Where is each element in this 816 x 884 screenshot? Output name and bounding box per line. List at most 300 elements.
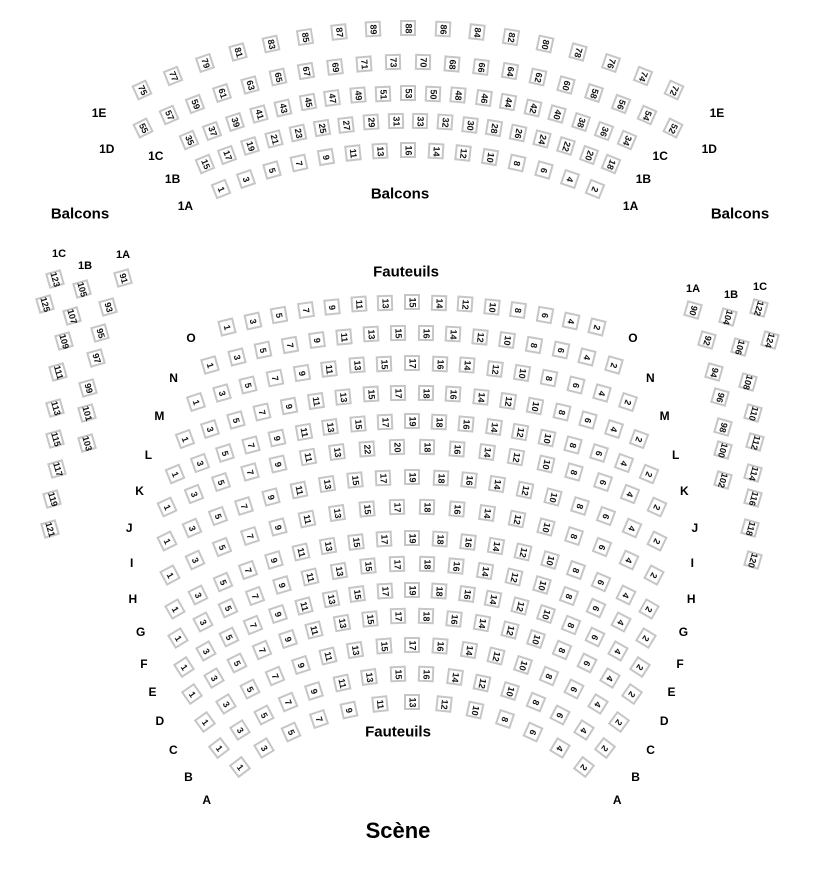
seat[interactable] [608, 710, 630, 732]
seat[interactable] [289, 153, 308, 172]
seat[interactable] [596, 506, 617, 527]
seat[interactable] [459, 641, 477, 659]
seat[interactable] [601, 154, 622, 175]
seat[interactable] [42, 489, 62, 509]
seat[interactable] [578, 410, 598, 430]
seat[interactable] [536, 455, 555, 474]
seat[interactable] [239, 375, 258, 394]
seat[interactable] [40, 519, 60, 539]
seat[interactable] [484, 589, 503, 608]
seat[interactable] [72, 279, 92, 299]
seat[interactable] [375, 638, 392, 655]
seat[interactable] [418, 608, 435, 625]
seat[interactable] [663, 79, 684, 100]
seat[interactable] [45, 269, 65, 289]
seat[interactable] [485, 119, 503, 137]
seat[interactable] [229, 756, 251, 778]
seat[interactable] [387, 113, 403, 129]
seat[interactable] [400, 20, 416, 36]
seat[interactable] [611, 93, 632, 114]
seat[interactable] [298, 509, 317, 528]
seat[interactable] [132, 79, 153, 100]
seat[interactable] [749, 298, 769, 318]
seat[interactable] [501, 62, 519, 80]
seat[interactable] [280, 397, 299, 416]
seat[interactable] [615, 584, 636, 605]
seat[interactable] [509, 124, 528, 143]
seat[interactable] [447, 558, 464, 575]
seat[interactable] [635, 627, 657, 649]
seat[interactable] [218, 597, 239, 618]
seat[interactable] [195, 640, 217, 662]
seat[interactable] [372, 142, 389, 159]
seat[interactable] [499, 681, 519, 701]
seat[interactable] [321, 418, 339, 436]
seat[interactable] [431, 413, 448, 430]
seat[interactable] [454, 144, 472, 162]
seat[interactable] [461, 116, 479, 134]
seat[interactable] [348, 357, 365, 374]
seat[interactable] [710, 387, 730, 407]
seat[interactable] [472, 328, 489, 345]
seat[interactable] [481, 148, 499, 166]
seat[interactable] [318, 475, 336, 493]
seat[interactable] [226, 410, 246, 430]
seat[interactable] [389, 556, 406, 573]
seat[interactable] [362, 386, 379, 403]
seat[interactable] [589, 443, 609, 463]
seat[interactable] [502, 28, 520, 46]
seat[interactable] [536, 34, 555, 53]
seat[interactable] [718, 307, 738, 327]
seat[interactable] [543, 487, 563, 507]
seat[interactable] [525, 335, 543, 353]
seat[interactable] [430, 294, 447, 311]
seat[interactable] [335, 328, 352, 345]
seat[interactable] [560, 614, 581, 635]
seat[interactable] [584, 178, 605, 199]
seat[interactable] [713, 470, 733, 490]
seat[interactable] [743, 403, 763, 423]
seat[interactable] [313, 119, 331, 137]
seat[interactable] [412, 113, 428, 129]
seat[interactable] [532, 129, 552, 149]
seat[interactable] [47, 459, 67, 479]
seat[interactable] [559, 168, 579, 188]
seat[interactable] [478, 504, 496, 522]
seat[interactable] [552, 639, 573, 660]
seat[interactable] [208, 506, 229, 527]
seat[interactable] [485, 418, 503, 436]
seat[interactable] [376, 413, 393, 430]
seat[interactable] [187, 584, 208, 605]
seat[interactable] [319, 537, 338, 556]
seat[interactable] [113, 268, 133, 288]
seat[interactable] [576, 652, 597, 673]
seat[interactable] [621, 518, 642, 539]
seat[interactable] [591, 571, 612, 592]
seat[interactable] [760, 330, 780, 350]
seat[interactable] [48, 362, 68, 382]
seat[interactable] [288, 124, 307, 143]
seat[interactable] [513, 364, 531, 382]
seat[interactable] [185, 93, 206, 114]
seat[interactable] [183, 484, 204, 505]
seat[interactable] [186, 392, 206, 412]
seat[interactable] [743, 488, 763, 508]
seat[interactable] [332, 614, 351, 633]
seat[interactable] [362, 114, 379, 131]
seat[interactable] [280, 721, 301, 742]
seat[interactable] [253, 704, 275, 726]
seat[interactable] [268, 428, 287, 447]
seat[interactable] [549, 737, 571, 759]
seat[interactable] [587, 318, 606, 337]
seat[interactable] [448, 501, 465, 518]
seat[interactable] [432, 469, 449, 486]
seat[interactable] [307, 392, 325, 410]
seat[interactable] [556, 136, 576, 156]
seat[interactable] [662, 117, 683, 138]
seat[interactable] [400, 142, 416, 158]
seat[interactable] [167, 627, 189, 649]
seat[interactable] [646, 531, 667, 552]
seat[interactable] [435, 695, 453, 713]
seat[interactable] [404, 413, 420, 429]
seat[interactable] [323, 89, 341, 107]
seat[interactable] [178, 130, 199, 151]
seat[interactable] [427, 142, 444, 159]
seat[interactable] [509, 301, 527, 319]
seat[interactable] [486, 537, 505, 556]
seat[interactable] [536, 517, 556, 537]
seat[interactable] [98, 297, 118, 317]
seat[interactable] [208, 737, 230, 759]
seat[interactable] [372, 695, 390, 713]
seat[interactable] [578, 347, 597, 366]
seat[interactable] [347, 533, 365, 551]
seat[interactable] [268, 604, 288, 624]
seat[interactable] [264, 550, 284, 570]
seat[interactable] [318, 647, 337, 666]
seat[interactable] [713, 417, 733, 437]
seat[interactable] [618, 392, 638, 412]
seat[interactable] [211, 472, 231, 492]
seat[interactable] [620, 484, 641, 505]
seat[interactable] [473, 614, 492, 633]
seat[interactable] [478, 443, 496, 461]
seat[interactable] [295, 28, 313, 46]
seat[interactable] [269, 455, 288, 474]
seat[interactable] [629, 429, 650, 450]
seat[interactable] [646, 497, 667, 518]
seat[interactable] [508, 153, 527, 172]
seat[interactable] [298, 448, 317, 467]
seat[interactable] [280, 335, 298, 353]
seat[interactable] [157, 531, 178, 552]
seat[interactable] [637, 105, 658, 126]
seat[interactable] [504, 567, 523, 586]
seat[interactable] [523, 98, 542, 117]
seat[interactable] [390, 385, 406, 401]
seat[interactable] [291, 655, 311, 675]
seat[interactable] [404, 355, 420, 371]
seat[interactable] [234, 496, 254, 516]
seat[interactable] [563, 678, 585, 700]
seat[interactable] [500, 620, 519, 639]
seat[interactable] [293, 364, 311, 382]
seat[interactable] [571, 112, 591, 132]
seat[interactable] [218, 318, 237, 337]
seat[interactable] [346, 641, 364, 659]
seat[interactable] [587, 693, 609, 715]
seat[interactable] [494, 709, 514, 729]
seat[interactable] [617, 130, 638, 151]
seat[interactable] [550, 704, 572, 726]
seat[interactable] [244, 585, 265, 606]
seat[interactable] [498, 331, 516, 349]
seat[interactable] [227, 347, 246, 366]
seat[interactable] [358, 440, 375, 457]
seat[interactable] [376, 355, 393, 372]
seat[interactable] [226, 652, 247, 673]
seat[interactable] [534, 160, 554, 180]
seat[interactable] [262, 160, 282, 180]
seat[interactable] [253, 403, 272, 422]
seat[interactable] [261, 34, 280, 53]
seat[interactable] [289, 481, 308, 500]
seat[interactable] [241, 435, 261, 455]
seat[interactable] [561, 311, 580, 330]
seat[interactable] [446, 610, 464, 628]
seat[interactable] [133, 117, 154, 138]
seat[interactable] [240, 75, 260, 95]
seat[interactable] [487, 647, 506, 666]
seat[interactable] [573, 719, 595, 741]
seat[interactable] [201, 355, 221, 375]
seat[interactable] [601, 53, 621, 73]
seat[interactable] [443, 55, 460, 72]
seat[interactable] [638, 464, 659, 485]
seat[interactable] [713, 440, 733, 460]
seat[interactable] [418, 556, 434, 572]
seat[interactable] [240, 526, 260, 546]
seat[interactable] [483, 298, 501, 316]
seat[interactable] [591, 537, 612, 558]
seat[interactable] [639, 598, 661, 620]
seat[interactable] [431, 355, 448, 372]
seat[interactable] [294, 422, 313, 441]
seat[interactable] [159, 564, 181, 586]
seat[interactable] [618, 550, 639, 571]
seat[interactable] [418, 325, 434, 341]
seat[interactable] [513, 655, 533, 675]
seat[interactable] [212, 83, 232, 103]
seat[interactable] [592, 472, 612, 492]
seat[interactable] [203, 667, 225, 689]
seat[interactable] [328, 443, 346, 461]
seat[interactable] [460, 471, 478, 489]
seat[interactable] [476, 561, 494, 579]
seat[interactable] [584, 83, 604, 103]
seat[interactable] [264, 665, 285, 686]
seat[interactable] [389, 499, 405, 515]
seat[interactable] [225, 112, 245, 132]
seat[interactable] [683, 300, 703, 320]
seat[interactable] [585, 597, 606, 618]
seat[interactable] [559, 585, 580, 606]
seat[interactable] [594, 737, 616, 759]
seat[interactable] [375, 530, 392, 547]
seat[interactable] [419, 439, 435, 455]
seat[interactable] [445, 326, 462, 343]
seat[interactable] [529, 68, 548, 87]
seat[interactable] [472, 388, 490, 406]
seat[interactable] [535, 306, 554, 325]
seat[interactable] [499, 392, 517, 410]
seat[interactable] [740, 518, 760, 538]
seat[interactable] [404, 637, 420, 653]
seat[interactable] [251, 639, 272, 660]
seat[interactable] [320, 360, 338, 378]
seat[interactable] [404, 694, 420, 710]
seat[interactable] [291, 543, 310, 562]
seat[interactable] [239, 678, 261, 700]
seat[interactable] [62, 306, 82, 326]
seat[interactable] [356, 55, 373, 72]
seat[interactable] [78, 378, 98, 398]
seat[interactable] [472, 58, 490, 76]
seat[interactable] [511, 422, 530, 441]
seat[interactable] [340, 700, 359, 719]
seat[interactable] [45, 398, 65, 418]
seat[interactable] [404, 469, 420, 485]
seat[interactable] [604, 355, 624, 375]
seat[interactable] [359, 558, 376, 575]
seat[interactable] [450, 87, 467, 104]
seat[interactable] [215, 693, 237, 715]
seat[interactable] [570, 496, 590, 516]
seat[interactable] [390, 325, 406, 341]
seat[interactable] [532, 575, 552, 595]
seat[interactable] [584, 626, 605, 647]
seat[interactable] [738, 372, 758, 392]
seat[interactable] [565, 463, 585, 483]
seat[interactable] [390, 608, 407, 625]
seat[interactable] [328, 504, 346, 522]
seat[interactable] [539, 369, 558, 388]
seat[interactable] [346, 471, 364, 489]
seat[interactable] [644, 564, 666, 586]
seat[interactable] [330, 561, 348, 579]
seat[interactable] [578, 144, 598, 164]
seat[interactable] [614, 453, 635, 474]
seat[interactable] [604, 419, 624, 439]
seat[interactable] [236, 168, 256, 188]
seat[interactable] [525, 691, 546, 712]
seat[interactable] [240, 136, 260, 156]
seat[interactable] [445, 386, 462, 403]
seat[interactable] [157, 497, 178, 518]
seat[interactable] [547, 104, 567, 124]
seat[interactable] [414, 54, 430, 70]
seat[interactable] [321, 589, 340, 608]
seat[interactable] [244, 311, 263, 330]
seat[interactable] [457, 296, 474, 313]
seat[interactable] [335, 388, 353, 406]
seat[interactable] [552, 341, 571, 360]
seat[interactable] [269, 517, 289, 537]
seat[interactable] [215, 443, 235, 463]
seat[interactable] [253, 737, 275, 759]
seat[interactable] [599, 667, 621, 689]
seat[interactable] [376, 582, 393, 599]
seat[interactable] [90, 323, 110, 343]
seat[interactable] [594, 120, 615, 141]
seat[interactable] [488, 475, 506, 493]
seat[interactable] [349, 87, 366, 104]
seat[interactable] [437, 114, 454, 131]
seat[interactable] [377, 294, 394, 311]
seat[interactable] [304, 681, 324, 701]
seat[interactable] [240, 463, 260, 483]
seat[interactable] [404, 294, 420, 310]
seat[interactable] [621, 683, 643, 705]
seat[interactable] [465, 700, 484, 719]
seat[interactable] [294, 596, 314, 616]
seat[interactable] [697, 330, 717, 350]
seat[interactable] [434, 21, 451, 38]
seat[interactable] [228, 43, 248, 63]
seat[interactable] [272, 575, 292, 595]
seat[interactable] [448, 440, 465, 457]
seat[interactable] [173, 656, 195, 678]
seat[interactable] [418, 385, 434, 401]
seat[interactable] [432, 530, 449, 547]
seat[interactable] [523, 721, 544, 742]
seat[interactable] [309, 709, 329, 729]
seat[interactable] [516, 481, 535, 500]
seat[interactable] [297, 62, 315, 80]
seat[interactable] [211, 178, 232, 199]
seat[interactable] [566, 375, 585, 394]
seat[interactable] [564, 526, 584, 546]
seat[interactable] [425, 85, 442, 102]
seat[interactable] [743, 550, 763, 570]
seat[interactable] [249, 104, 269, 124]
seat[interactable] [536, 604, 556, 624]
seat[interactable] [363, 326, 380, 343]
seat[interactable] [180, 683, 202, 705]
seat[interactable] [330, 23, 348, 41]
seat[interactable] [569, 43, 589, 63]
seat[interactable] [298, 93, 317, 112]
seat[interactable] [400, 85, 416, 101]
seat[interactable] [365, 21, 382, 38]
seat[interactable] [629, 656, 651, 678]
seat[interactable] [459, 357, 476, 374]
seat[interactable] [278, 691, 299, 712]
seat[interactable] [163, 65, 184, 86]
seat[interactable] [513, 543, 532, 562]
seat[interactable] [374, 85, 391, 102]
seat[interactable] [507, 448, 526, 467]
seat[interactable] [185, 550, 206, 571]
seat[interactable] [195, 154, 216, 175]
seat[interactable] [182, 518, 203, 539]
seat[interactable] [218, 626, 239, 647]
seat[interactable] [326, 58, 344, 76]
